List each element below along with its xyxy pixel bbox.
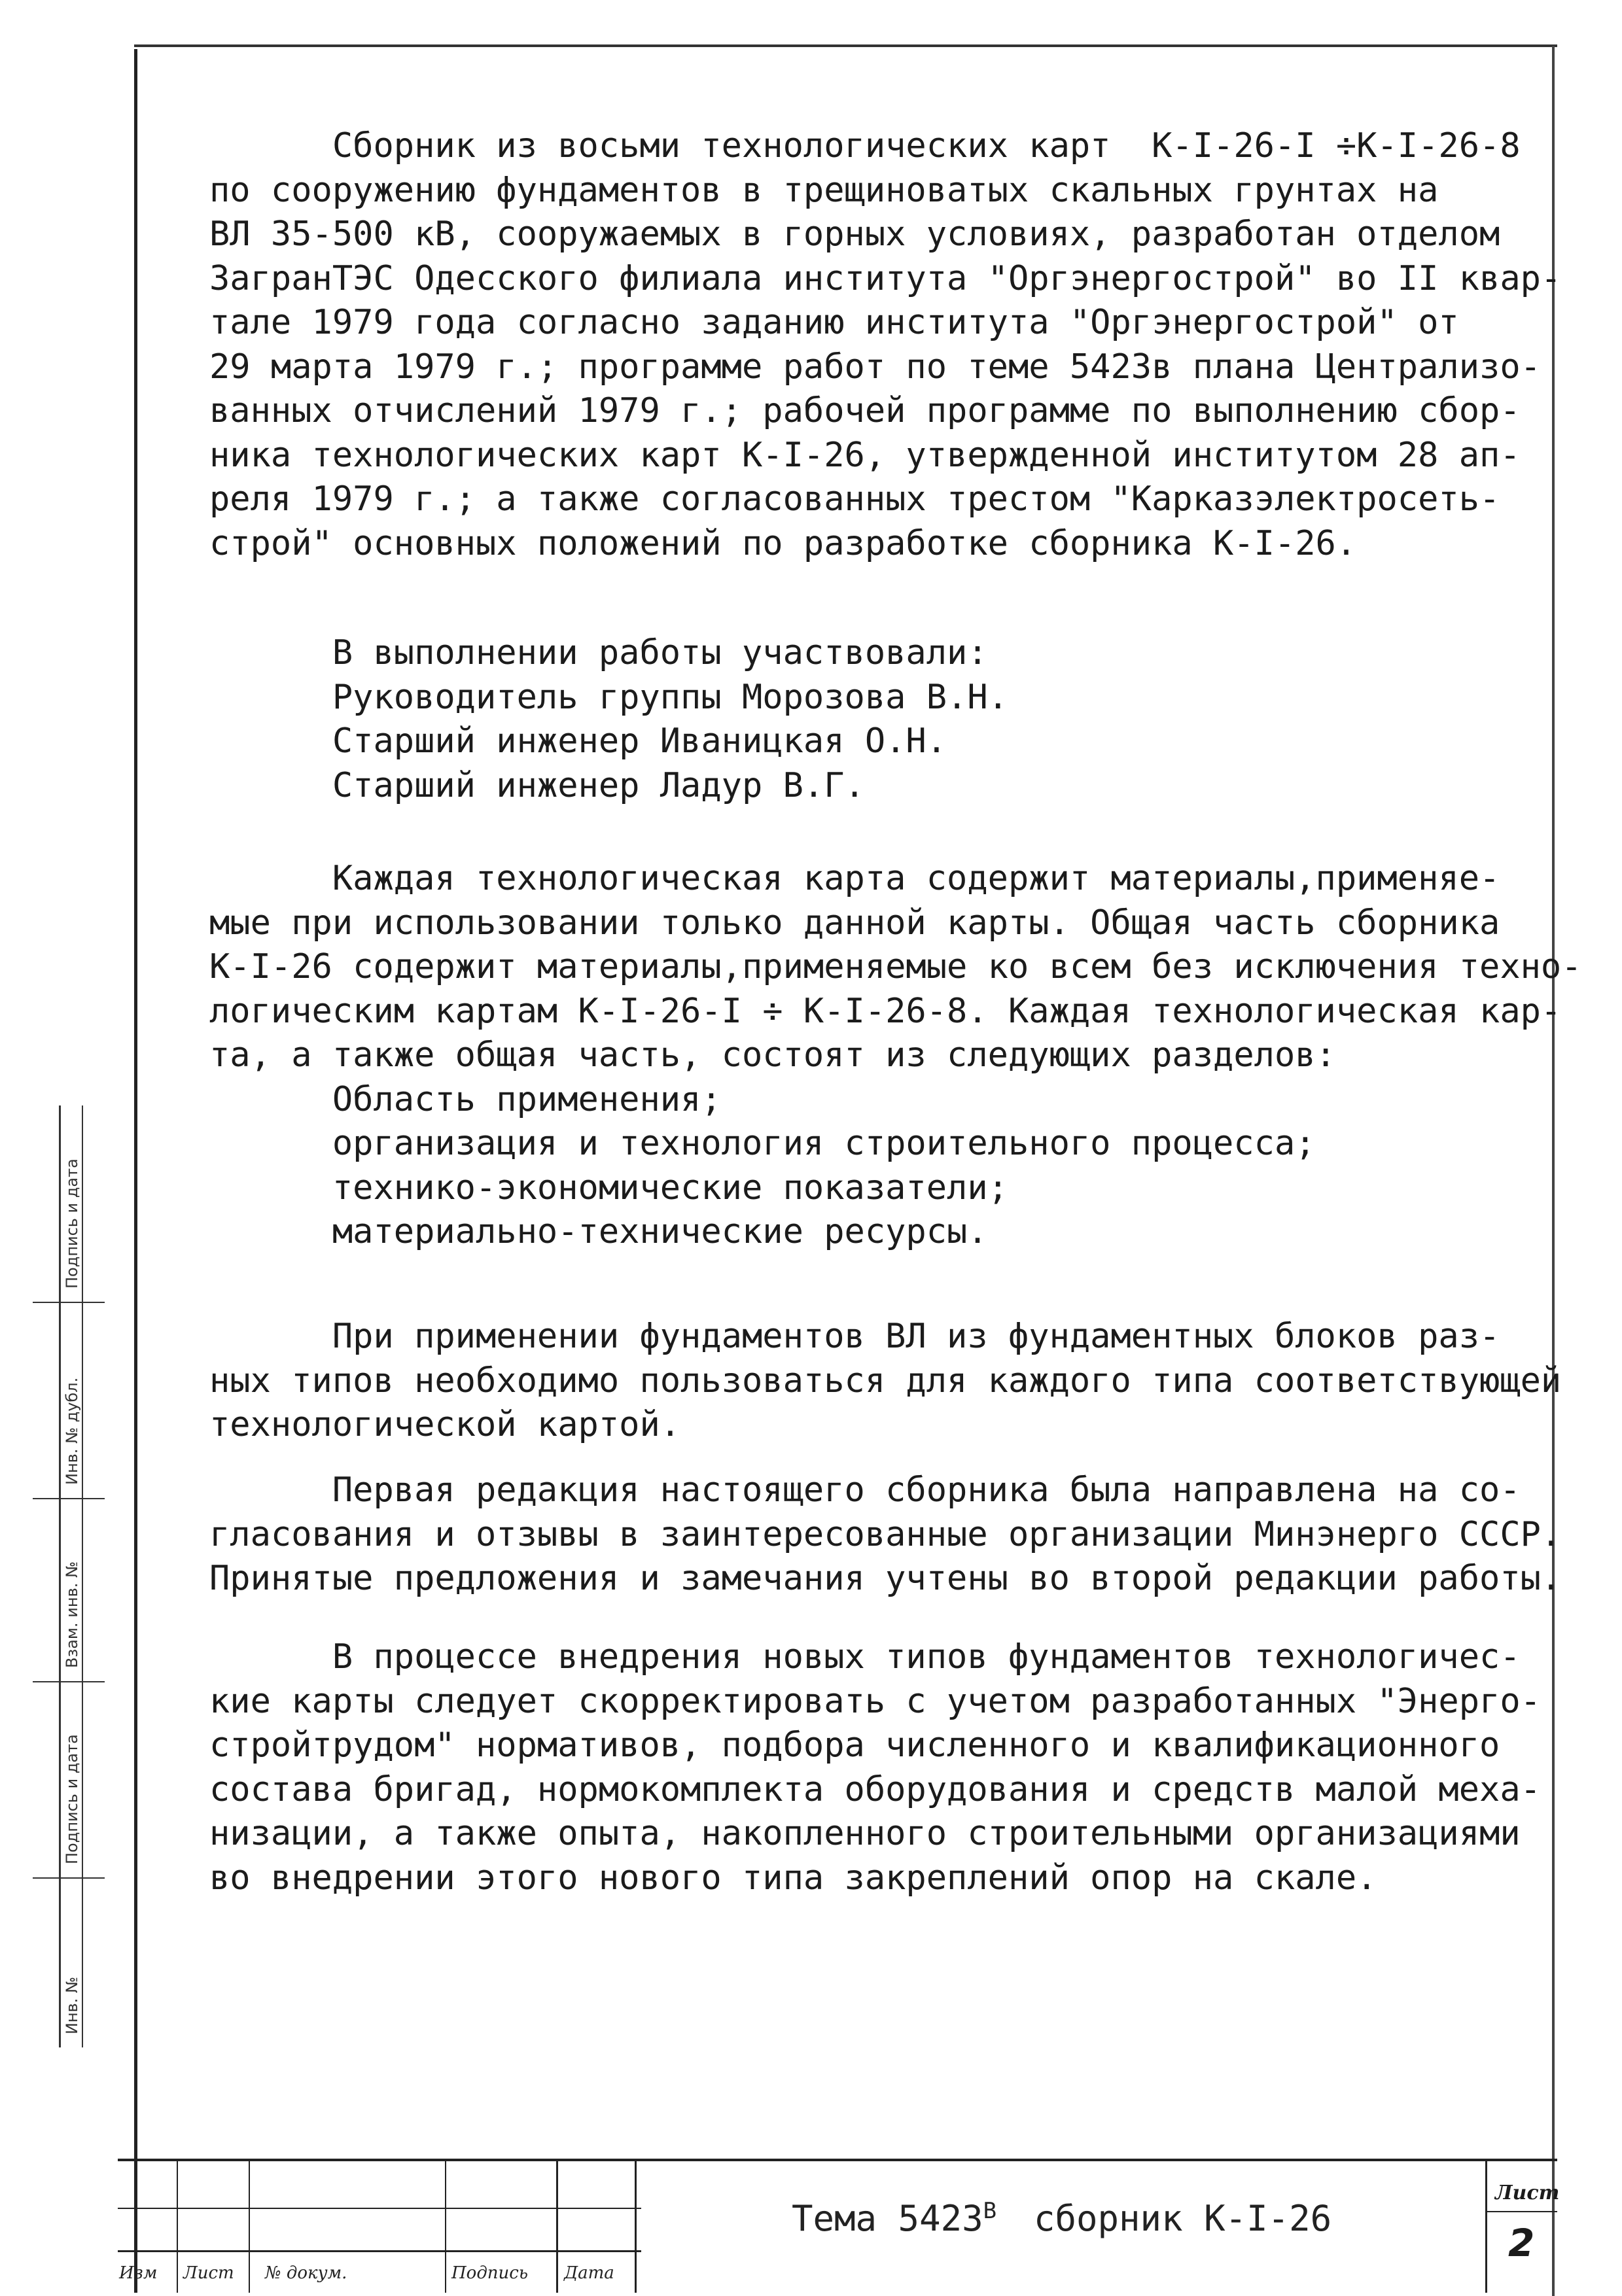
text-line: во внедрении этого нового типа закреплений опор на скале. (209, 1858, 1377, 1898)
text-line: организация и технология строительного процесса; (209, 1124, 1316, 1163)
margin-stamp-divider (33, 1681, 105, 1682)
text-line: гласования и отзывы в заинтересованные организации Минэнерго СССР. (209, 1514, 1562, 1554)
text-line: Сборник из восьми технологических карт К-I-26-I ÷К-I-26-8 (209, 126, 1521, 165)
text-line: мые при использовании только данной карты. Общая часть сборника (209, 903, 1500, 943)
text-line: ЗагранТЭС Одесского филиала института "Оргэнергострой" во II квар- (209, 258, 1562, 298)
title-block (118, 2159, 1560, 2293)
text-line: Руководитель группы Морозова В.Н. (209, 677, 1008, 717)
paragraph (209, 124, 1570, 566)
paragraph (209, 1635, 1570, 1900)
frame-left-border (134, 49, 137, 2293)
paragraph (209, 631, 1570, 808)
collection-text: сборник К-I-26 (1034, 2198, 1332, 2239)
title-block-col-rule (556, 2159, 558, 2293)
text-line: Принятые предложения и замечания учтены во второй редакции работы. (209, 1559, 1562, 1598)
margin-stamp-divider (33, 1302, 105, 1303)
text-line: ванных отчислений 1979 г.; рабочей программе по выполнению сбор- (209, 391, 1521, 430)
text-line: строй" основных положений по разработке сборника К-I-26. (209, 523, 1357, 563)
text-line: Область применения; (209, 1079, 722, 1119)
text-line: стройтрудом" нормативов, подбора численного и квалификационного (209, 1726, 1500, 1765)
margin-stamp-divider (33, 1877, 105, 1879)
text-line: Первая редакция настоящего сборника была направлена на со- (209, 1470, 1521, 1510)
text-line: технологической картой. (209, 1405, 681, 1444)
margin-stamp-divider (33, 1498, 105, 1499)
title-block-col-rule (445, 2159, 446, 2293)
title-block-row-rule (118, 2250, 641, 2252)
sheet-label: Лист (1495, 2182, 1560, 2204)
col-label-doc: № докум. (265, 2263, 347, 2283)
margin-stamp (20, 1105, 118, 2047)
margin-label-dup-inv: Инв. № дубл. (63, 1377, 81, 1485)
text-line: технико-экономические показатели; (209, 1168, 1008, 1208)
text-line: Старший инженер Ладур В.Г. (209, 765, 865, 805)
text-line: Каждая технологическая карта содержит материалы,применяе- (209, 859, 1500, 898)
col-label-izm: Изм (119, 2263, 158, 2283)
text-line: В процессе внедрения новых типов фундаментов технологичес- (209, 1637, 1521, 1677)
title-block-col-rule (635, 2159, 637, 2293)
topic-superscript: В (983, 2198, 997, 2224)
text-line: по сооружению фундаментов в трещиноватых скальных грунтах на (209, 170, 1439, 210)
text-line: Старший инженер Иваницкая О.Н. (209, 722, 947, 761)
topic-label: Тема 5423 (792, 2198, 983, 2239)
title-block-col-rule (1485, 2159, 1487, 2293)
margin-label-sign-date: Подпись и дата (63, 1734, 81, 1864)
paragraph (209, 1469, 1570, 1601)
title-block-row-rule (118, 2208, 641, 2209)
topic-text (792, 2198, 996, 2239)
frame-top-border (134, 44, 1557, 47)
text-line: состава бригад, нормокомплекта оборудования и средств малой меха- (209, 1769, 1541, 1809)
margin-stamp-rule (82, 1105, 83, 2047)
margin-stamp-rule (59, 1105, 61, 2047)
col-label-sign: Подпись (451, 2263, 529, 2283)
margin-label-sign-date-2: Подпись и дата (63, 1158, 81, 1289)
paragraph (209, 1315, 1570, 1448)
text-line: логическим картам К-I-26-I ÷ К-I-26-8. Каждая технологическая кар- (209, 991, 1562, 1031)
text-line: ных типов необходимо пользоваться для каждого типа соответствующей (209, 1361, 1562, 1400)
title-block-col-rule (249, 2159, 250, 2293)
sheet-cell-rule (1485, 2211, 1557, 2212)
text-line: ВЛ 35-500 кВ, сооружаемых в горных условиях, разработан отделом (209, 215, 1500, 254)
margin-label-replace-inv: Взам. инв. № (63, 1561, 81, 1668)
text-line: материально-технические ресурсы. (209, 1212, 988, 1251)
text-line: К-I-26 содержит материалы,применяемые ко всем без исключения техно- (209, 947, 1582, 986)
margin-label-inv: Инв. № (63, 1976, 81, 2034)
col-label-date: Дата (564, 2263, 614, 2283)
text-line: ника технологических карт К-I-26, утвержденной институтом 28 ап- (209, 435, 1521, 475)
text-line: 29 марта 1979 г.; программе работ по теме 5423в плана Централизо- (209, 347, 1541, 387)
text-line: реля 1979 г.; а также согласованных трестом "Карказэлектросеть- (209, 479, 1500, 519)
text-line: низации, а также опыта, накопленного строительными организациями (209, 1814, 1521, 1853)
text-line: кие карты следует скорректировать с учетом разработанных "Энерго- (209, 1681, 1541, 1721)
paragraph (209, 857, 1582, 1255)
sheet-number: 2 (1508, 2221, 1535, 2265)
title-block-col-rule (177, 2159, 178, 2293)
text-line: тале 1979 года согласно заданию института "Оргэнергострой" от (209, 303, 1459, 342)
col-label-list: Лист (183, 2263, 234, 2283)
text-line: В выполнении работы участвовали: (209, 633, 988, 672)
text-line: та, а также общая часть, состоят из следующих разделов: (209, 1035, 1336, 1075)
title-block-top-rule (118, 2159, 1557, 2161)
text-line: При применении фундаментов ВЛ из фундаментных блоков раз- (209, 1317, 1500, 1356)
